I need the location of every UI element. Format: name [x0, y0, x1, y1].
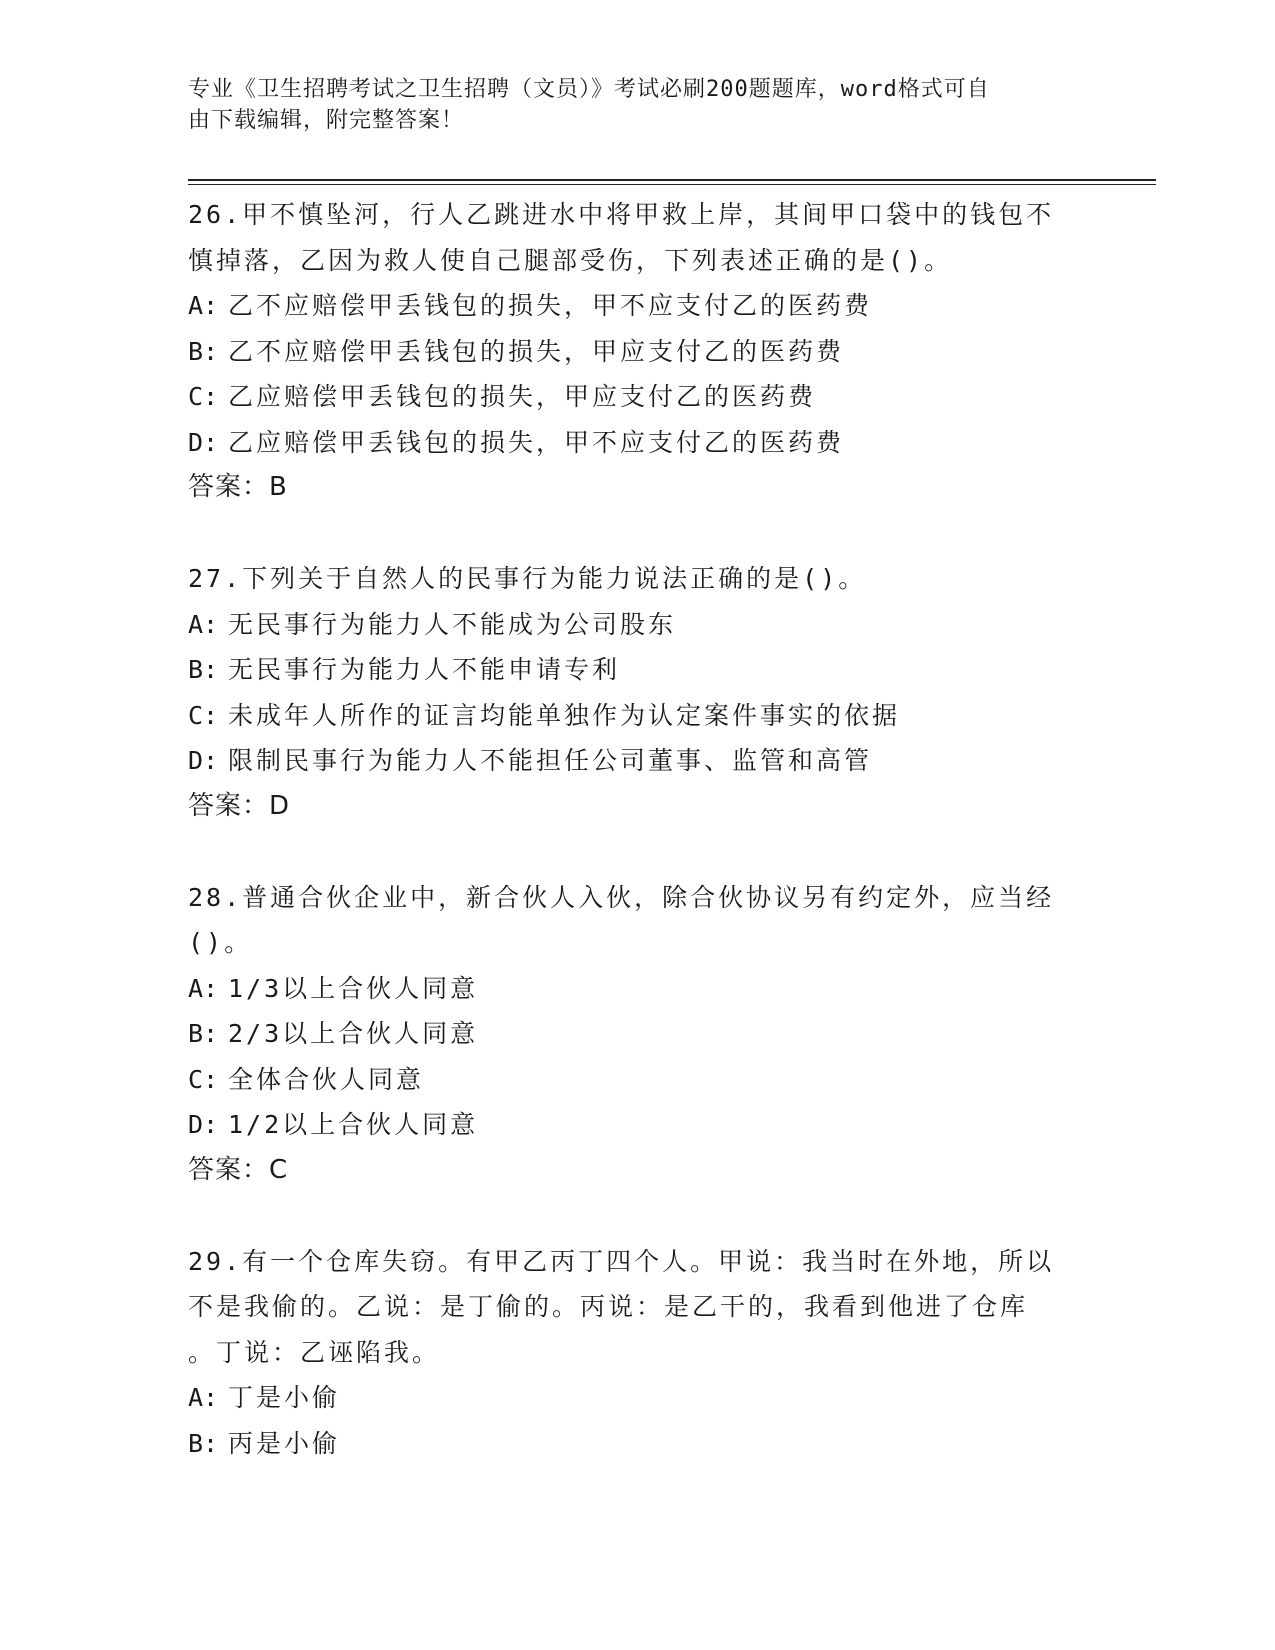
option-text: 丙是小偷: [228, 1428, 341, 1458]
question-spacer: [188, 1193, 1088, 1239]
question-27: [188, 556, 1088, 829]
option-text: 无民事行为能力人不能申请专利: [228, 655, 621, 684]
header-line-2: 由下载编辑，附完整答案！: [188, 108, 465, 133]
option-text: 全体合伙人同意: [228, 1064, 425, 1094]
question-text-line: 27.下列关于自然人的民事行为能力说法正确的是()。: [188, 564, 867, 593]
header-divider-thin: [188, 184, 1156, 185]
question-text-line: 28.普通合伙企业中，新合伙人入伙，除合伙协议另有约定外，应当经: [188, 882, 1055, 912]
option-c: [188, 374, 1088, 420]
option-key: B:: [188, 1019, 219, 1048]
option-d: [188, 420, 1088, 466]
question-spacer: [188, 511, 1088, 557]
option-a: [188, 602, 1088, 648]
option-key: A:: [188, 973, 219, 1003]
option-a: [188, 283, 1088, 329]
question-text-line: ()。: [188, 928, 253, 957]
option-b: [188, 647, 1088, 693]
option-text: 丁是小偷: [228, 1383, 341, 1412]
header-line-1: 专业《卫生招聘考试之卫生招聘（文员）》考试必刷200题题库，word格式可自: [188, 77, 990, 102]
option-a: [188, 1375, 1088, 1421]
option-b: [188, 1011, 1088, 1057]
option-key: A:: [188, 609, 219, 639]
option-text: 未成年人所作的证言均能单独作为认定案件事实的依据: [228, 700, 901, 730]
header-divider-thick: [188, 179, 1156, 181]
option-key: C:: [188, 382, 219, 411]
option-key: B:: [188, 655, 219, 684]
option-d: [188, 1102, 1088, 1148]
option-text: 2/3以上合伙人同意: [228, 1019, 479, 1048]
question-26: [188, 192, 1088, 511]
option-c: [188, 1057, 1088, 1103]
option-key: B:: [188, 1428, 219, 1458]
question-text-line: 不是我偷的。乙说：是丁偷的。丙说：是乙干的，我看到他进了仓库: [188, 1292, 1029, 1321]
question-text-line: 29.有一个仓库失窃。有甲乙丙丁四个人。甲说：我当时在外地，所以: [188, 1246, 1055, 1276]
option-text: 无民事行为能力人不能成为公司股东: [228, 609, 677, 639]
option-text: 1/2以上合伙人同意: [228, 1110, 479, 1139]
option-key: B:: [188, 336, 219, 366]
question-spacer: [188, 829, 1088, 875]
question-list: [188, 192, 1088, 1466]
question-text-line: 26.甲不慎坠河，行人乙跳进水中将甲救上岸，其间甲口袋中的钱包不: [188, 200, 1055, 229]
question-29: [188, 1239, 1088, 1467]
option-b: [188, 1421, 1088, 1467]
option-text: 乙应赔偿甲丢钱包的损失，甲不应支付乙的医药费: [228, 427, 845, 457]
option-text: 乙不应赔偿甲丢钱包的损失，甲不应支付乙的医药费: [228, 291, 873, 320]
question-28: [188, 875, 1088, 1194]
option-key: D:: [188, 1110, 219, 1139]
option-key: C:: [188, 1064, 219, 1094]
answer-line: 答案：B: [188, 472, 288, 502]
option-c: [188, 693, 1088, 739]
option-key: C:: [188, 700, 219, 730]
question-text-line: 。丁说：乙诬陷我。: [188, 1337, 441, 1367]
answer-line: 答案：D: [188, 790, 291, 821]
answer-line: 答案：C: [188, 1154, 289, 1185]
option-key: D:: [188, 427, 219, 457]
option-d: [188, 738, 1088, 784]
document-header: [188, 74, 1088, 136]
option-text: 乙应赔偿甲丢钱包的损失，甲应支付乙的医药费: [228, 382, 817, 411]
option-a: [188, 966, 1088, 1012]
question-text-line: 慎掉落，乙因为救人使自己腿部受伤，下列表述正确的是()。: [188, 245, 953, 275]
option-key: D:: [188, 746, 219, 775]
option-text: 1/3以上合伙人同意: [228, 973, 479, 1003]
option-key: A:: [188, 1383, 219, 1412]
option-key: A:: [188, 291, 219, 320]
option-b: [188, 329, 1088, 375]
option-text: 限制民事行为能力人不能担任公司董事、监管和高管: [228, 746, 873, 775]
option-text: 乙不应赔偿甲丢钱包的损失，甲应支付乙的医药费: [228, 336, 845, 366]
